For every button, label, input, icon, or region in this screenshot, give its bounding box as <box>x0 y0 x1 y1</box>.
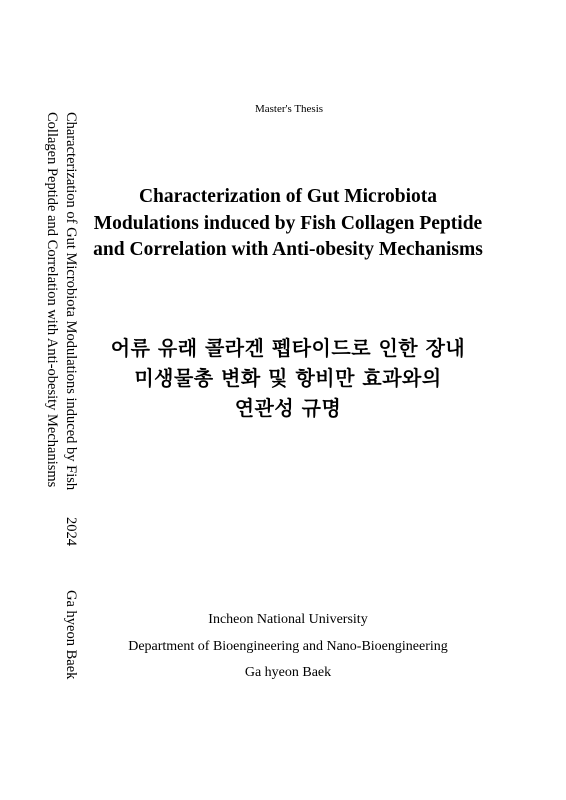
english-title: Characterization of Gut Microbiota Modulations induced by Fish Collagen Peptide and Correlation with Anti-obesity Mechanisms <box>93 186 483 260</box>
spine-title-line-1: Characterization of Gut Microbiota Modulations induced by Fish <box>63 112 79 491</box>
korean-title <box>80 333 496 423</box>
spine-title-line-2: Collagen Peptide and Correlation with Anti-obesity Mechanisms <box>44 112 60 488</box>
spine-year: 2024 <box>63 517 79 546</box>
university-name: Incheon National University <box>208 612 368 627</box>
thesis-type-label: Master's Thesis <box>254 103 324 115</box>
korean-title-line-1: 어류 유래 콜라겐 펩타이드로 인한 장내 <box>110 336 466 360</box>
author-name: Ga hyeon Baek <box>244 665 332 680</box>
korean-title-line-2: 미생물총 변화 및 항비만 효과와의 <box>134 366 442 390</box>
spine <box>42 112 82 712</box>
spine-author: Ga hyeon Baek <box>63 590 79 680</box>
department-name: Department of Bioengineering and Nano-Bioengineering <box>128 639 448 654</box>
korean-title-line-3: 연관성 규명 <box>234 396 342 420</box>
